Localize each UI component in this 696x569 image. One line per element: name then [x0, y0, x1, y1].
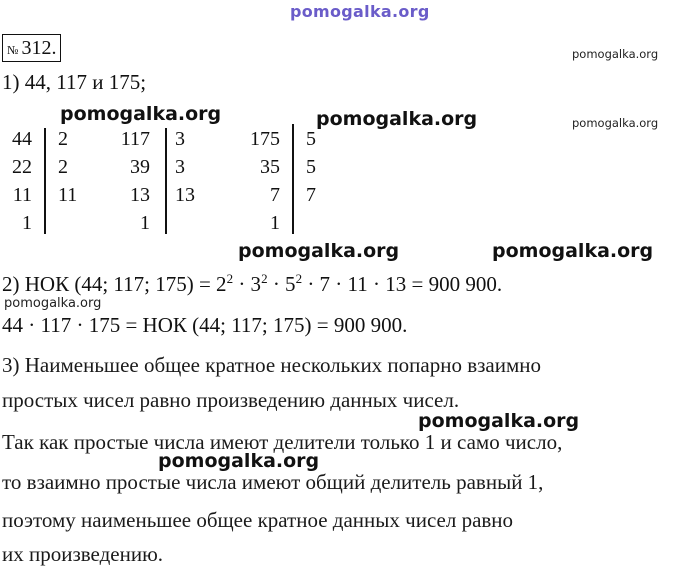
- exponent: 2: [261, 271, 268, 286]
- factor-row-value: 117: [120, 128, 150, 150]
- lcm-equation-start: 2) НОК (44; 117; 175) = 2: [2, 272, 227, 296]
- factor-row-value: 13: [130, 184, 150, 206]
- lcm-equation: [2, 272, 502, 297]
- product-equation: 44 · 117 · 175 = НОК (44; 117; 175) = 900 900.: [2, 313, 408, 337]
- conclusion-line-3: Так как простые числа имеют делители только 1 и само число,: [2, 430, 563, 454]
- top-watermark: pomogalka.org: [290, 2, 430, 21]
- watermark-big-1: pomogalka.org: [60, 103, 222, 125]
- factor-row-value: 7: [270, 184, 280, 206]
- factor-prime: 2: [58, 128, 68, 150]
- factor-divider-line: [44, 128, 46, 234]
- task-number-box: [2, 34, 61, 62]
- factor-divider-line: [165, 128, 167, 234]
- watermark-small-2: pomogalka.org: [572, 116, 659, 130]
- conclusion-line-1: 3) Наименьшее общее кратное нескольких попарно взаимно: [2, 353, 542, 377]
- watermark-small-3: pomogalka.org: [4, 296, 102, 311]
- factor-row-value: 44: [12, 128, 32, 150]
- factor-prime: 3: [175, 128, 185, 150]
- factor-row-value: 11: [12, 184, 32, 206]
- factor-row-value: 175: [250, 128, 280, 150]
- factor-row-value: 35: [260, 156, 280, 178]
- lcm-equation-end: · 7 · 11 · 13 = 900 900.: [302, 272, 503, 296]
- exponent: 2: [226, 271, 234, 286]
- task-number: 312.: [21, 37, 57, 59]
- factor-row-value: 1: [270, 212, 280, 234]
- factor-prime: 13: [175, 184, 195, 206]
- factor-divider-line: [292, 124, 294, 234]
- part1-heading: 1) 44, 117 и 175;: [2, 70, 147, 94]
- factor-prime: 5: [306, 156, 316, 178]
- factor-prime: 3: [175, 156, 185, 178]
- conclusion-line-5: поэтому наименьшее общее кратное данных чисел равно: [2, 508, 514, 532]
- factor-row-value: 39: [130, 156, 150, 178]
- conclusion-line-4: то взаимно простые числа имеют общий делитель равный 1,: [2, 470, 544, 494]
- exponent: 2: [295, 271, 303, 286]
- watermark-big-4: pomogalka.org: [492, 240, 654, 262]
- watermark-small-1: pomogalka.org: [572, 47, 659, 61]
- factor-prime: 2: [58, 156, 68, 178]
- conclusion-line-2: простых чисел равно произведению данных чисел.: [2, 388, 460, 412]
- lcm-factor: · 3: [233, 272, 262, 296]
- factor-prime: 11: [58, 184, 78, 206]
- number-sign: №: [7, 43, 19, 57]
- lcm-factor: · 5: [267, 272, 296, 296]
- factor-prime: 5: [306, 128, 316, 150]
- factor-row-value: 1: [140, 212, 150, 234]
- watermark-big-6: pomogalka.org: [158, 450, 320, 472]
- watermark-big-3: pomogalka.org: [238, 240, 400, 262]
- conclusion-line-6: их произведению.: [2, 542, 164, 566]
- watermark-big-5: pomogalka.org: [418, 410, 580, 432]
- watermark-big-2: pomogalka.org: [316, 108, 478, 130]
- factor-prime: 7: [306, 184, 316, 206]
- factor-row-value: 22: [12, 156, 32, 178]
- factor-row-value: 1: [22, 212, 32, 234]
